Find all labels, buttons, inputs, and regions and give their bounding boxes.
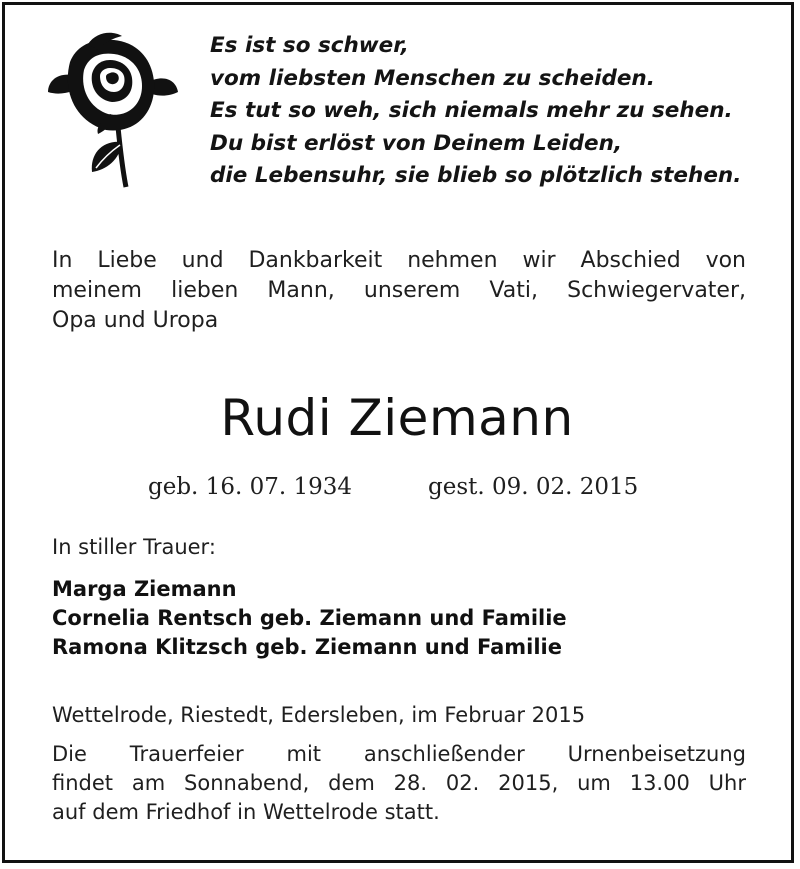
mourning-label: In stiller Trauer:: [52, 535, 216, 559]
poem-line: vom liebsten Menschen zu scheiden.: [210, 65, 655, 91]
poem-line: Es ist so schwer,: [210, 33, 409, 58]
death-date: gest. 09. 02. 2015: [428, 474, 639, 500]
intro-text: [52, 246, 746, 336]
deceased-name: Rudi Ziemann: [220, 389, 574, 447]
rose-icon: [40, 22, 180, 192]
poem-line: Du bist erlöst von Deinem Leiden,: [210, 130, 623, 156]
poem: [210, 30, 770, 193]
mourner-name: Cornelia Rentsch geb. Ziemann und Familie: [52, 606, 567, 630]
place-date: Wettelrode, Riestedt, Edersleben, im Februar 2015: [52, 703, 586, 727]
service-line: Die Trauerfeier mit anschließender Urnenbeisetzung: [52, 742, 746, 766]
intro-line: Opa und Uropa: [52, 308, 219, 333]
life-dates: [148, 472, 668, 502]
poem-line: Es tut so weh, sich niemals mehr zu sehen.: [210, 98, 733, 123]
service-line: findet am Sonnabend, dem 28. 02. 2015, um 13.00 Uhr: [52, 771, 746, 795]
poem-line: die Lebensuhr, sie blieb so plötzlich stehen.: [210, 163, 742, 188]
mourner-name: Ramona Klitzsch geb. Ziemann und Familie: [52, 635, 562, 659]
intro-line: In Liebe und Dankbarkeit nehmen wir Abschied von: [52, 248, 746, 273]
service-info: [52, 740, 746, 827]
mourner-name: Marga Ziemann: [52, 577, 237, 601]
service-line: auf dem Friedhof in Wettelrode statt.: [52, 800, 440, 824]
birth-date: geb. 16. 07. 1934: [148, 474, 352, 500]
mourners-list: [52, 575, 567, 662]
intro-line: meinem lieben Mann, unserem Vati, Schwiegervater,: [52, 278, 746, 303]
